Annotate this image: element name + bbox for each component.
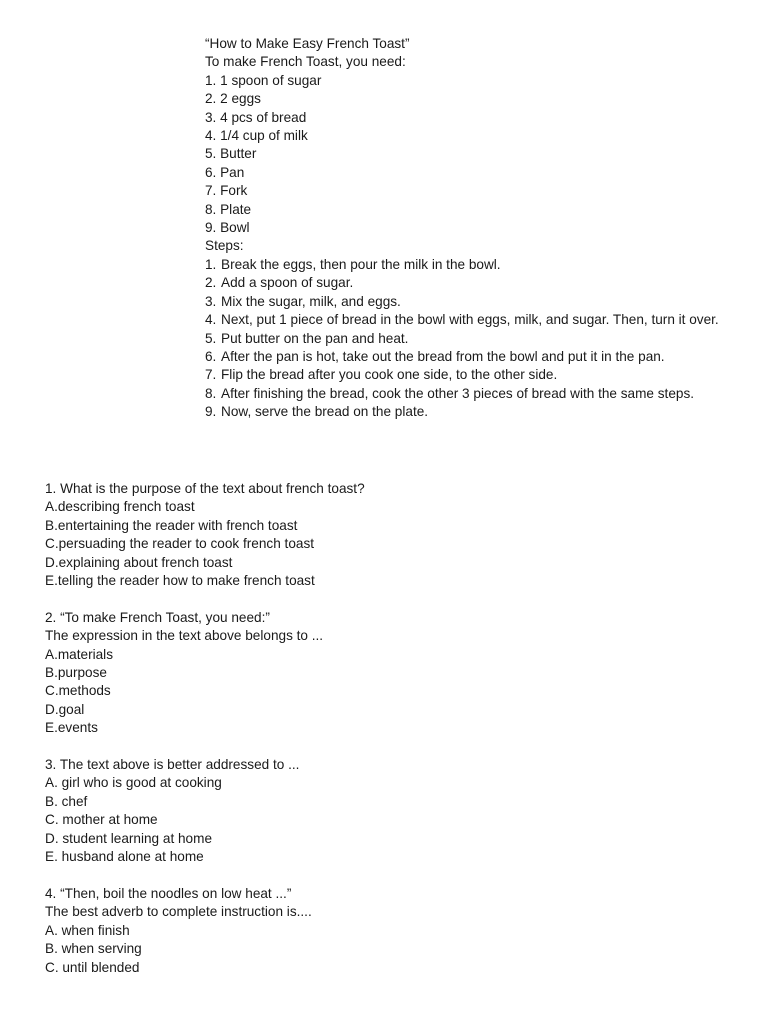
answer-option: C.persuading the reader to cook french toast: [45, 536, 315, 552]
step-text: Break the eggs, then pour the milk in the bowl.: [221, 256, 501, 272]
step-number: 1.: [205, 256, 217, 272]
answer-option: D.goal: [45, 701, 85, 717]
step-text: Add a spoon of sugar.: [221, 275, 354, 291]
question-2: [45, 609, 725, 738]
step-text: Next, put 1 piece of bread in the bowl with eggs, milk, and sugar. Then, turn it over.: [221, 312, 719, 328]
recipe-title: “How to Make Easy French Toast”: [205, 36, 410, 51]
answer-option: E.events: [45, 720, 98, 736]
steps-label: Steps:: [205, 238, 244, 254]
question-3: [45, 756, 725, 866]
step-number: 6.: [205, 348, 217, 364]
questions-section: [45, 480, 725, 995]
answer-option: E. husband alone at home: [45, 849, 204, 865]
answer-option: A.describing french toast: [45, 499, 195, 515]
answer-option: A. girl who is good at cooking: [45, 775, 222, 791]
answer-option: A. when finish: [45, 922, 130, 938]
material-item: 4. 1/4 cup of milk: [205, 128, 308, 144]
step-number: 4.: [205, 312, 217, 328]
recipe-intro: To make French Toast, you need:: [205, 54, 406, 70]
question-text: 1. What is the purpose of the text about french toast?: [45, 481, 365, 496]
step-item: [205, 311, 735, 329]
step-number: 8.: [205, 385, 217, 401]
step-number: 5.: [205, 330, 217, 346]
answer-option: D.explaining about french toast: [45, 554, 233, 570]
materials-list: [205, 72, 735, 238]
answer-option: D. student learning at home: [45, 830, 213, 846]
step-number: 2.: [205, 275, 217, 291]
material-item: 6. Pan: [205, 164, 245, 180]
question-text: 2. “To make French Toast, you need:”: [45, 609, 270, 625]
question-1: [45, 480, 725, 590]
question-text: 4. “Then, boil the noodles on low heat ...”: [45, 885, 292, 901]
step-item: [205, 348, 735, 366]
step-item: [205, 385, 735, 403]
material-item: 8. Plate: [205, 201, 252, 217]
answer-option: C. mother at home: [45, 812, 158, 828]
step-number: 3.: [205, 293, 217, 309]
step-item: [205, 293, 735, 311]
step-item: [205, 403, 735, 421]
step-item: [205, 274, 735, 292]
answer-option: A.materials: [45, 646, 113, 662]
step-number: 7.: [205, 367, 217, 383]
question-text: The best adverb to complete instruction is....: [45, 904, 312, 920]
material-item: 5. Butter: [205, 146, 257, 162]
step-number: 9.: [205, 404, 217, 420]
question-text: The expression in the text above belongs to ...: [45, 628, 324, 644]
answer-option: C. until blended: [45, 959, 140, 975]
question-text: 3. The text above is better addressed to ...: [45, 757, 300, 773]
material-item: 1. 1 spoon of sugar: [205, 72, 322, 88]
step-item: [205, 256, 735, 274]
material-item: 2. 2 eggs: [205, 91, 261, 107]
answer-option: B. chef: [45, 793, 88, 809]
step-text: After finishing the bread, cook the other 3 pieces of bread with the same steps.: [221, 385, 695, 401]
material-item: 9. Bowl: [205, 220, 250, 236]
recipe-section: [205, 35, 735, 422]
step-item: [205, 330, 735, 348]
step-text: Put butter on the pan and heat.: [221, 330, 409, 346]
answer-option: B.entertaining the reader with french toast: [45, 517, 298, 533]
step-item: [205, 366, 735, 384]
step-text: Mix the sugar, milk, and eggs.: [221, 293, 401, 309]
answer-option: C.methods: [45, 683, 111, 699]
material-item: 7. Fork: [205, 183, 248, 199]
answer-option: B. when serving: [45, 941, 142, 957]
answer-option: B.purpose: [45, 665, 107, 681]
step-text: Now, serve the bread on the plate.: [221, 404, 429, 420]
material-item: 3. 4 pcs of bread: [205, 109, 307, 125]
step-text: Flip the bread after you cook one side, to the other side.: [221, 367, 558, 383]
question-4: [45, 885, 725, 977]
steps-list: [205, 256, 735, 422]
step-text: After the pan is hot, take out the bread from the bowl and put it in the pan.: [221, 348, 665, 364]
answer-option: E.telling the reader how to make french toast: [45, 573, 315, 589]
